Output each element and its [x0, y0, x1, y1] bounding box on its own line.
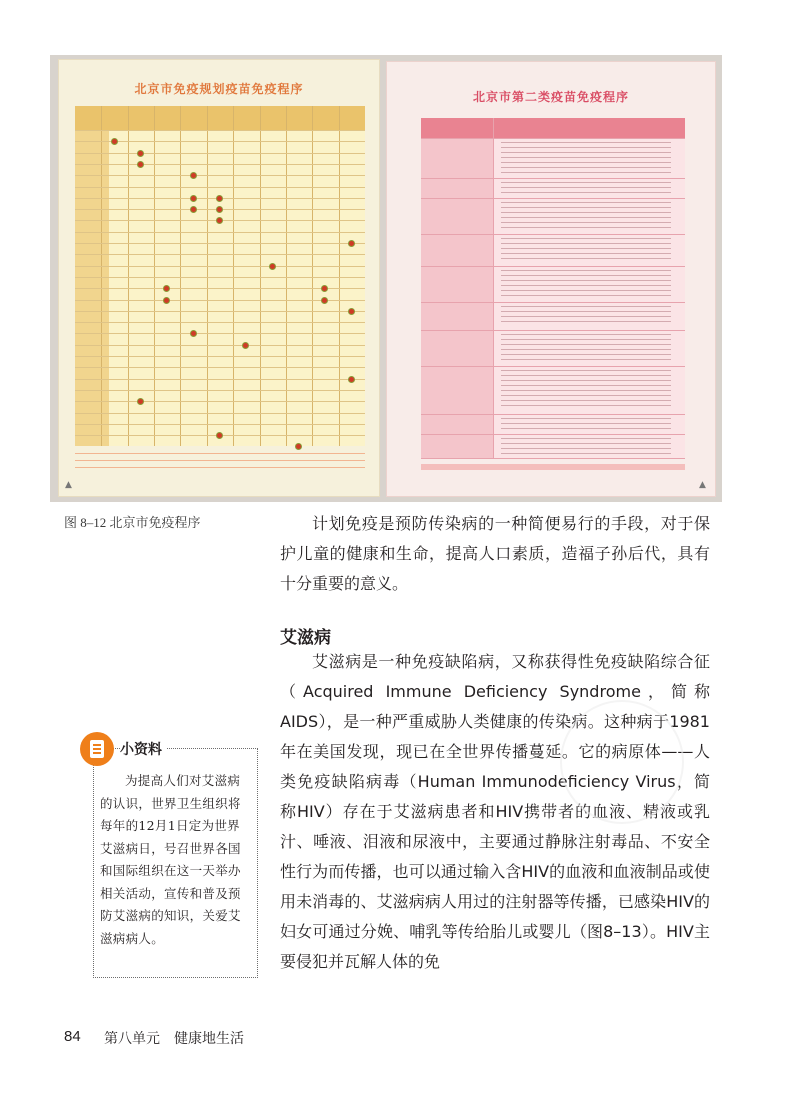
paragraph-aids: 艾滋病是一种免疫缺陷病，又称获得性免疫缺陷综合征（Acquired Immune Deficiency Syndrome，简称AIDS），是一种严重威胁人类健康的传染病。这种病于1981年在美国发现，现已在全世界传播蔓延。它的病原体——人类免疫缺陷病毒（Human Immunodeficiency Virus，简称HIV）存在于艾滋病患者和HIV携带者的血液、精液或乳汁、唾液、泪液和尿液中，主要通过静脉注射毒品、不安全性行为而传播，也可以通过输入含HIV的血液和血液制品或使用未消毒的、艾滋病病人用过的注射器等传播，已感染HIV的妇女可通过分娩、哺乳等传给胎儿或婴儿（图8–13）。HIV主要侵犯并瓦解人体的免: [280, 652, 710, 971]
immunization-schedule-poster: 北京市免疫规划疫苗免疫程序 ▲: [58, 59, 380, 497]
figure-caption: 图 8–12 北京市免疫程序: [64, 515, 201, 530]
vaccine-table: [421, 118, 685, 458]
notebook-icon: [80, 732, 114, 766]
running-footer: 第八单元 健康地生活: [104, 1031, 244, 1047]
right-poster-footnote: [421, 464, 685, 470]
second-class-vaccine-poster: 北京市第二类疫苗免疫程序 ▲: [386, 61, 716, 497]
watermark-seal: [560, 700, 684, 824]
sidebar-text: 为提高人们对艾滋病的认识，世界卫生组织将每年的12月1日定为世界艾滋病日，号召世界各国和国际组织在这一天举办相关活动，宣传和普及预防艾滋病的知识，关爱艾滋病病人。: [100, 773, 241, 946]
sidebar-title: 小资料: [120, 739, 166, 759]
page-number: 84: [64, 1028, 81, 1045]
section-heading-aids: 艾滋病: [280, 628, 331, 648]
right-poster-title: 北京市第二类疫苗免疫程序: [472, 90, 629, 104]
left-poster-title: 北京市免疫规划疫苗免疫程序: [134, 82, 304, 96]
left-poster-footnote: [75, 450, 365, 470]
paragraph-immunization: 计划免疫是预防传染病的一种简便易行的手段，对于保护儿童的健康和生命，提高人口素质，造福子孙后代，具有十分重要的意义。: [280, 514, 710, 593]
schedule-grid: [75, 106, 365, 446]
figure-photo: [50, 55, 722, 502]
